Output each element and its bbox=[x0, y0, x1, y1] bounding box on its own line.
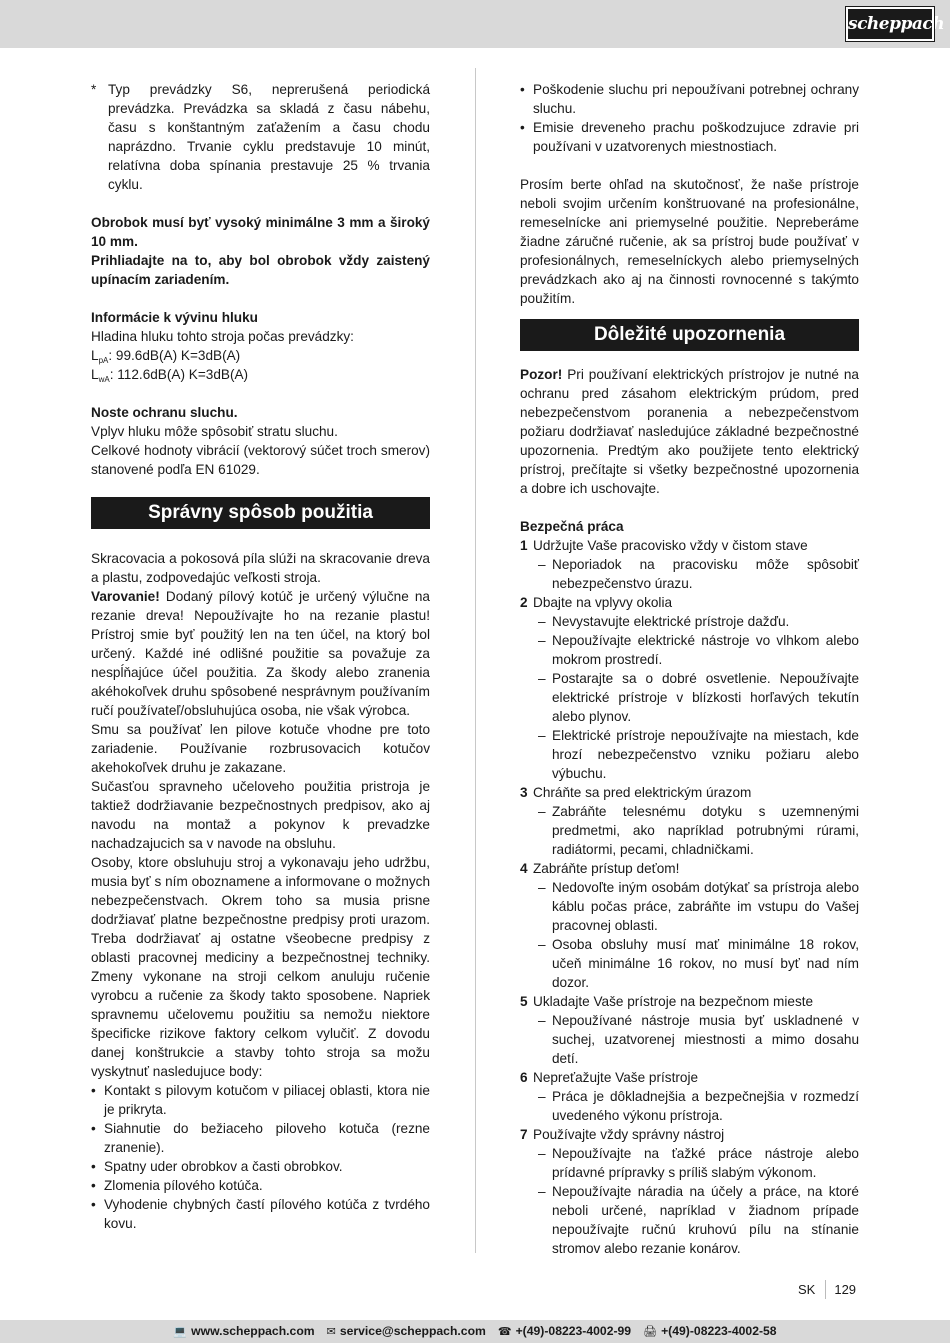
hearing-loss-note: Vplyv hluku môže spôsobiť stratu sluchu. bbox=[91, 424, 338, 439]
list-item: • Poškodenie sluchu pri nepoužívani potrebnej ochrany sluchu. bbox=[520, 82, 859, 116]
dash-mark: – bbox=[538, 1089, 546, 1104]
section-heading-important-notes: Dôležité upozornenia bbox=[520, 319, 859, 351]
rule-number: 6 bbox=[520, 1070, 528, 1085]
website-contact[interactable] bbox=[173, 1322, 314, 1341]
rule-subitem: – Nepoužívajte náradia na účely a práce, na ktoré neboli určené, napríklad v žiadnom prípade nepoužívajte ručnú kruhovú pílu na stínanie stromov alebo rezanie konárov. bbox=[538, 1184, 859, 1256]
dash-mark: – bbox=[538, 633, 546, 648]
warning-label: Varovanie! bbox=[91, 589, 160, 604]
rule-subitem: – Nevystavujte elektrické prístroje dažďu. bbox=[538, 614, 790, 629]
phone-icon: ☎ bbox=[497, 1325, 512, 1338]
page-number-block bbox=[798, 1279, 856, 1299]
warning-paragraph bbox=[91, 587, 430, 720]
language-code: SK bbox=[798, 1280, 826, 1299]
list-item: • Zlomenia pílového kotúča. bbox=[91, 1178, 263, 1193]
mail-icon: ✉ bbox=[326, 1325, 336, 1338]
dash-mark: – bbox=[538, 1013, 546, 1028]
rule-subitem: – Nepoužívajte na ťažké práce nástroje alebo prídavné prípravky s príliš slabým výkonom. bbox=[538, 1146, 859, 1180]
warning-text: Dodaný pílový kotúč je určený výlučne na rezanie dreva! Nepoužívajte ho na rezanie plastu! Prístroj smie byť použitý len na ten účel, na ktorý bol určený. Každé iné odlišné použitie sa považuje za nespĺňajúce účel použitia. Za škody alebo zranenia akéhokoľvek druhu spôsobené nesprávnym používaním ručí používateľ/obsluhujúca osoba, nie však výrobca. bbox=[91, 589, 430, 718]
dash-mark: – bbox=[538, 937, 546, 952]
footer-contact-bar bbox=[0, 1320, 950, 1343]
rule-title: Ukladajte Vaše prístroje na bezpečnom mieste bbox=[533, 994, 814, 1009]
safe-work-title: Bezpečná práca bbox=[520, 519, 624, 534]
dash-mark: – bbox=[538, 880, 546, 895]
workpiece-size-note: Obrobok musí byť vysoký minimálne 3 mm a široký 10 mm. bbox=[91, 215, 430, 249]
column-divider bbox=[475, 68, 476, 1253]
bullet-mark: • bbox=[91, 1121, 96, 1136]
website-link[interactable]: www.scheppach.com bbox=[191, 1324, 315, 1338]
bullet-mark: • bbox=[520, 82, 525, 97]
bullet-mark: • bbox=[520, 120, 525, 135]
rule-number: 4 bbox=[520, 861, 528, 876]
header-bar bbox=[0, 0, 950, 48]
professional-use-notice: Prosím berte ohľad na skutočnosť, že naše prístroje neboli svojim určením konštruované na profesionálne, remeselnícke ani priemyselné použitie. Nepreberáme žiadne záručné ručenie, ak sa prístroj bude používať v profesionálnych, remeselníckych alebo priemyselných prevádzkach ako aj na činnosti rovnocenné s takýmto použitím. bbox=[520, 177, 859, 306]
rule-title: Dbajte na vplyvy okolia bbox=[533, 595, 673, 610]
safety-rule-3 bbox=[520, 783, 859, 859]
rule-number: 1 bbox=[520, 538, 528, 553]
rule-subitem: – Nepoužívané nástroje musia byť uskladnené v suchej, uzatvorenej miestnosti a mimo dosahu detí. bbox=[538, 1013, 859, 1066]
rule-subitem: – Neporiadok na pracovisku môže spôsobiť nebezpečenstvo úrazu. bbox=[538, 557, 859, 591]
fax-icon: 🖨 bbox=[643, 1325, 658, 1338]
list-item: • Vyhodenie chybných častí pílového kotúča z tvrdého kovu. bbox=[91, 1197, 430, 1231]
phone-contact bbox=[498, 1322, 631, 1341]
hearing-protection-title: Noste ochranu sluchu. bbox=[91, 405, 238, 420]
rule-title: Nepreťažujte Vaše prístroje bbox=[533, 1070, 699, 1085]
safety-rule-5 bbox=[520, 992, 859, 1068]
dash-mark: – bbox=[538, 804, 546, 819]
rule-title: Zabráňte prístup deťom! bbox=[533, 861, 680, 876]
lwa-subscript: wA bbox=[98, 375, 110, 384]
safety-rule-4 bbox=[520, 859, 859, 992]
page-number: 129 bbox=[834, 1281, 857, 1297]
email-contact[interactable] bbox=[327, 1322, 486, 1341]
bullet-mark: • bbox=[91, 1178, 96, 1193]
lpa-value-line bbox=[91, 346, 430, 365]
bullet-mark: • bbox=[91, 1197, 96, 1212]
dash-mark: – bbox=[538, 1184, 546, 1199]
section-heading-intended-use: Správny spôsob použitia bbox=[91, 497, 430, 529]
asterisk-mark: * bbox=[91, 82, 97, 97]
safety-rule-6 bbox=[520, 1068, 859, 1125]
bullet-mark: • bbox=[91, 1159, 96, 1174]
rule-subitem: – Nepoužívajte elektrické nástroje vo vlhkom alebo mokrom prostredí. bbox=[538, 633, 859, 667]
attention-paragraph bbox=[520, 365, 859, 498]
right-column bbox=[520, 80, 859, 1258]
rule-title: Používajte vždy správny nástroj bbox=[533, 1127, 725, 1142]
rule-subitem: – Zabráňte telesnému dotyku s uzemnenými predmetmi, ako napríklad potrubnými rúrami, radiátormi, pecami, chladničkami. bbox=[538, 804, 859, 857]
attention-text: Pri používaní elektrických prístrojov je nutné na ochranu pred zásahom elektrickým prúdom, pred nebezpečenstvom poranenia a nebezpečenstvom požiaru dodržiavať nasledujúce základné bezpečnostné upozornenia. Predtým ako použijete tento elektrický prístroj, prečítajte si všetky bezpečnostné upozornenia a dobre ich uschovajte. bbox=[520, 367, 859, 496]
blade-usage-paragraph: Smu sa používať len pilove kotuče vhodne pre toto zariadenie. Používanie rozbrusovacich kotučov akehokoľvek druhu je zakazane. bbox=[91, 722, 430, 775]
lwa-value: : 112.6dB(A) K=3dB(A) bbox=[109, 367, 249, 382]
dash-mark: – bbox=[538, 728, 546, 743]
rule-number: 3 bbox=[520, 785, 528, 800]
dash-mark: – bbox=[538, 671, 546, 686]
lwa-value-line bbox=[91, 365, 430, 384]
safety-rules-paragraph: Sučasťou spravneho učeloveho použitia pristroja je taktiež dodržiavanie bezpečnostnych predpisov, ako aj navodu na montaž a pokynov k prevadzke nachadzajucich sa v navode na obsluhu. bbox=[91, 779, 430, 851]
noise-info-title: Informácie k vývinu hluku bbox=[91, 310, 258, 325]
safety-rule-1 bbox=[520, 536, 859, 593]
attention-label: Pozor! bbox=[520, 367, 563, 382]
workpiece-clamp-note: Prihliadajte na to, aby bol obrobok vždy zaistený upínacím zariadením. bbox=[91, 253, 430, 287]
operators-paragraph: Osoby, ktore obsluhuju stroj a vykonavaju jeho udržbu, musia byť s ním oboznamene a informovane o možnych nebezpečenstvach. Okrem toho sa musia prisne dodržiavať platne bezpečnostne predpisy proti urazom. Treba dodržiavať aj ostatne všeobecne predpisy z oblasti pracovnej mediciny a bezpečnostnej techniky. Zmeny vykonane na stroji celkom anuluju ručenie vyrobcu a ručenie za škody takto sposobene. Napriek spravnemu učelovemu použitiu sa nemožu niektore špecificke rizikove faktory celkom vylučiť. Z dovodu danej konštrukcie a stavby tohto stroja sa možu vyskytnuť nasledujuce body: bbox=[91, 855, 430, 1079]
rule-title: Udržujte Vaše pracovisko vždy v čistom stave bbox=[533, 538, 808, 553]
rule-title: Chráňte sa pred elektrickým úrazom bbox=[533, 785, 752, 800]
s6-footnote-text: Typ prevádzky S6, neprerušená periodická prevádzka. Prevádzka sa skladá z času nábehu, času s konštantným zaťažením a času chodu naprázdno. Trvanie cyklu predstavuje 10 minút, relatívna doba spínania prestavuje 25 % trvania cyklu. bbox=[108, 82, 430, 192]
s6-footnote bbox=[91, 80, 430, 194]
lpa-symbol: L bbox=[91, 348, 99, 363]
rule-subitem: – Práca je dôkladnejšia a bezpečnejšia v rozmedzí uvedeného výkonu prístroja. bbox=[538, 1089, 859, 1123]
vibration-note: Celkové hodnoty vibrácií (vektorový súčet troch smerov) stanovené podľa EN 61029. bbox=[91, 443, 430, 477]
rule-number: 5 bbox=[520, 994, 528, 1009]
residual-risks-list-continued bbox=[520, 80, 859, 156]
list-item: • Siahnutie do bežiaceho piloveho kotuča (rezne zranenie). bbox=[91, 1121, 430, 1155]
list-item: • Spatny uder obrobkov a časti obrobkov. bbox=[91, 1159, 343, 1174]
dash-mark: – bbox=[538, 1146, 546, 1161]
rule-number: 2 bbox=[520, 595, 528, 610]
phone-number: +(49)-08223-4002-99 bbox=[515, 1324, 632, 1338]
rule-number: 7 bbox=[520, 1127, 528, 1142]
intended-use-paragraph: Skracovacia a pokosová píla slúži na skracovanie dreva a plastu, zodpovedajúc veľkosti stroja. bbox=[91, 551, 430, 585]
rule-subitem: – Elektrické prístroje nepoužívajte na miestach, kde hrozí nebezpečenstvo vzniku požiaru alebo výbuchu. bbox=[538, 728, 859, 781]
fax-number: +(49)-08223-4002-58 bbox=[661, 1324, 777, 1338]
list-item: • Emisie dreveneho prachu poškodzujuce zdravie pri používani v uzatvorenych miestnostiach. bbox=[520, 120, 859, 154]
fax-contact bbox=[643, 1322, 777, 1341]
scheppach-logo: scheppach bbox=[846, 7, 934, 41]
dash-mark: – bbox=[538, 614, 546, 629]
safety-rule-7 bbox=[520, 1125, 859, 1258]
email-link[interactable]: service@scheppach.com bbox=[339, 1324, 486, 1338]
lpa-subscript: pA bbox=[98, 356, 109, 365]
computer-icon: 💻 bbox=[173, 1325, 188, 1338]
left-column bbox=[91, 80, 430, 1233]
lwa-symbol: L bbox=[91, 367, 99, 382]
residual-risks-list bbox=[91, 1081, 430, 1233]
rule-subitem: – Nedovoľte iným osobám dotýkať sa prístroja alebo káblu počas práce, zabráňte im vstupu do Vašej pracovnej oblasti. bbox=[538, 880, 859, 933]
lpa-value: : 99.6dB(A) K=3dB(A) bbox=[108, 348, 241, 363]
bullet-mark: • bbox=[91, 1083, 96, 1098]
rule-subitem: – Osoba obsluhy musí mať minimálne 18 rokov, učeň minimálne 16 rokov, no musí byť nad ním dozor. bbox=[538, 937, 859, 990]
list-item: • Kontakt s pilovym kotučom v piliacej oblasti, ktora nie je prikryta. bbox=[91, 1083, 430, 1117]
safety-rule-2 bbox=[520, 593, 859, 783]
noise-intro: Hladina hluku tohto stroja počas prevádzky: bbox=[91, 329, 354, 344]
rule-subitem: – Postarajte sa o dobré osvetlenie. Nepoužívajte elektrické prístroje v blízkosti horľavých tekutín alebo plynov. bbox=[538, 671, 859, 724]
dash-mark: – bbox=[538, 557, 546, 572]
